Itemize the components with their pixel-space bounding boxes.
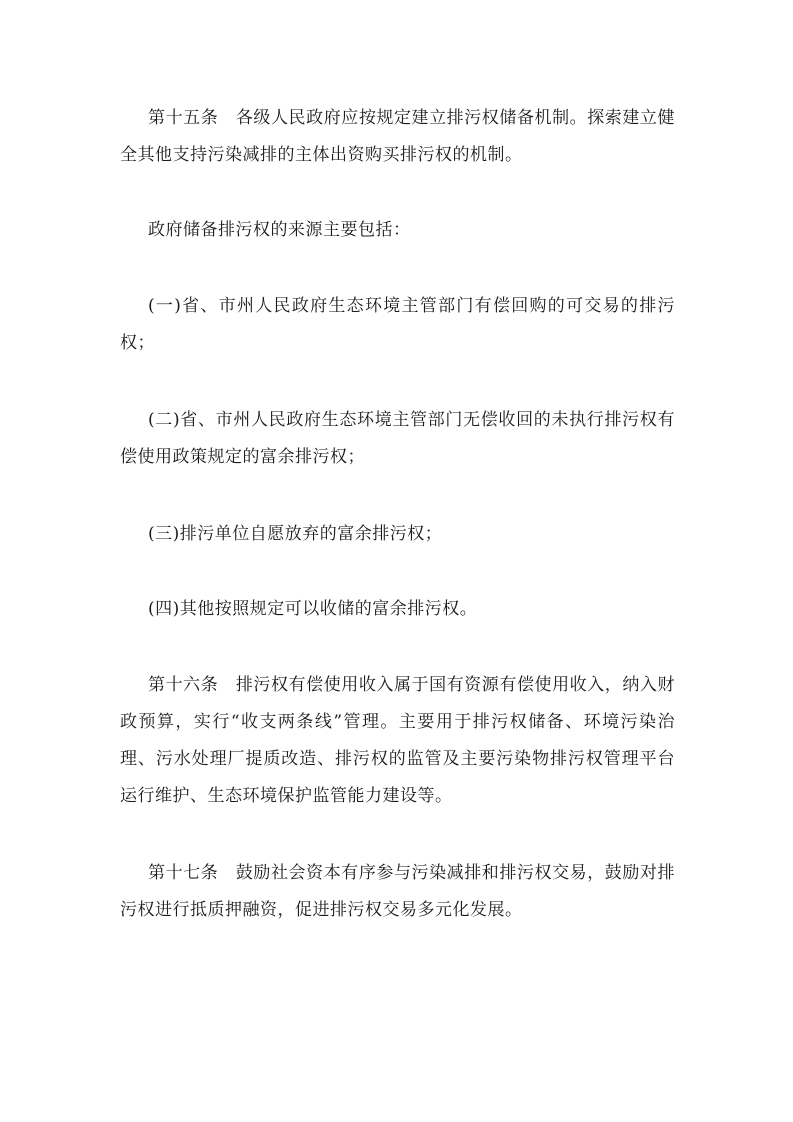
article-17-paragraph: 第十七条 鼓励社会资本有序参与污染减排和排污权交易，鼓励对排污权进行抵质押融资，促进排污权交易多元化发展。 (120, 863, 675, 920)
article-16-paragraph: 第十六条 排污权有偿使用收入属于国有资源有偿使用收入，纳入财政预算，实行“收支两条线”管理。主要用于排污权储备、环境污染治理、污水处理厂提质改造、排污权的监管及主要污染物排污权管理平台运行维护、生态环境保护监管能力建设等。 (120, 675, 675, 806)
reserve-source-item-2: (二)省、市州人民政府生态环境主管部门无偿收回的未执行排污权有偿使用政策规定的富余排污权； (120, 410, 675, 467)
reserve-sources-intro: 政府储备排污权的来源主要包括： (148, 220, 411, 240)
reserve-source-item-4: (四)其他按照规定可以收储的富余排污权。 (148, 599, 478, 619)
reserve-source-item-3: (三)排污单位自愿放弃的富余排污权； (148, 524, 443, 544)
article-15-paragraph: 第十五条 各级人民政府应按规定建立排污权储备机制。探索建立健全其他支持污染减排的主体出资购买排污权的机制。 (120, 108, 675, 165)
reserve-source-item-1: (一)省、市州人民政府生态环境主管部门有偿回购的可交易的排污权； (120, 296, 675, 353)
